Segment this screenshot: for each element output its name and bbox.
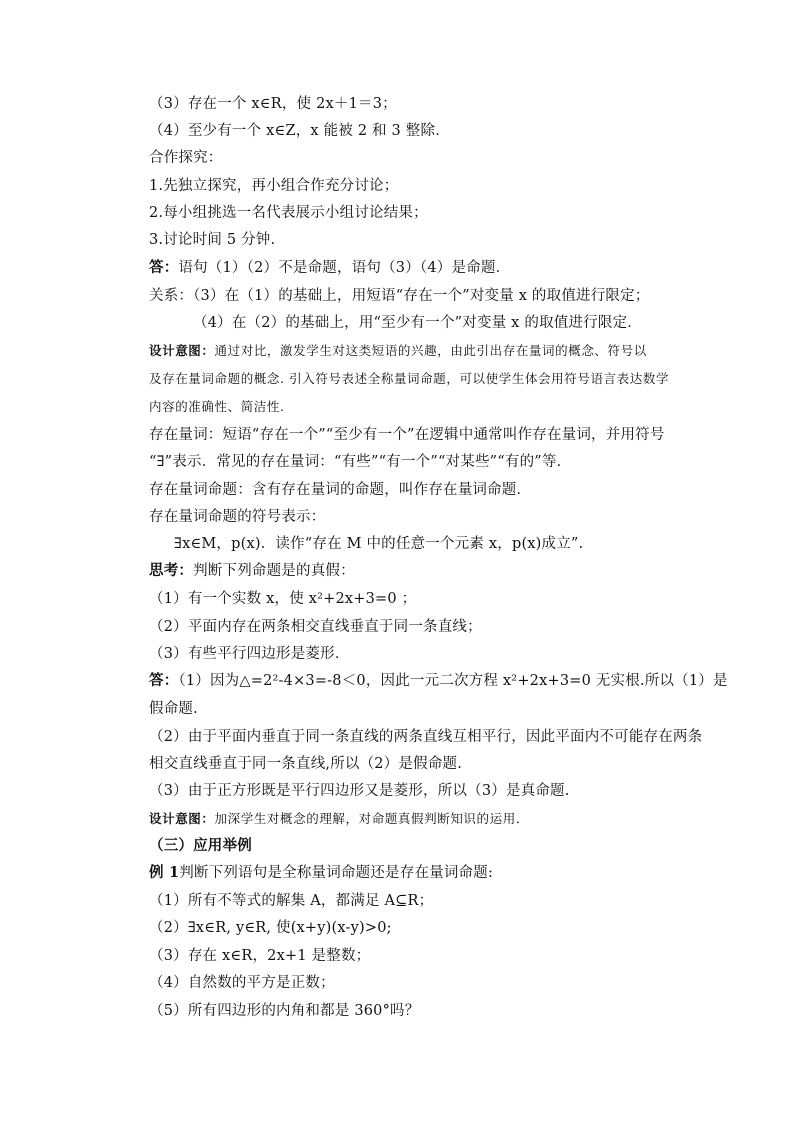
text-line: （3）存在一个 x∈R，使 2x＋1＝3；: [149, 96, 397, 112]
example-label: 例 1: [149, 864, 180, 881]
section-label: 合作探究：: [149, 150, 223, 166]
example-text: 判断下列语句是全称量词命题还是存在量词命题:: [179, 865, 494, 881]
answer-line: [149, 258, 510, 278]
answer-text: （1）因为△=2²-4×3=-8＜0，因此一元二次方程 x²+2x+3=0 无实根.所以（1）是: [178, 673, 728, 689]
text-line: 2.每小组挑选一名代表展示小组讨论结果；: [149, 205, 428, 221]
text-line: 关系：（3）在（1）的基础上，用短语“存在一个”对变量 x 的取值进行限定；: [149, 288, 650, 304]
text-line: 3.讨论时间 5 分钟.: [149, 232, 276, 248]
text-line: 相交直线垂直于同一条直线,所以（2）是假命题.: [149, 756, 463, 772]
text-line: （4）至少有一个 x∈Z，x 能被 2 和 3 整除．: [149, 123, 450, 139]
definition-line: 存在量词命题：含有存在量词的命题，叫作存在量词命题．: [149, 482, 532, 498]
text-line: （1）有一个实数 x，使 x²+2x+3=0 ；: [149, 591, 417, 607]
text-line: （3）有些平行四边形是菱形．: [149, 646, 350, 662]
answer-text: 语句（1）（2）不是命题，语句（3）（4）是命题．: [178, 260, 511, 276]
definition-line: 存在量词：短语“存在一个”“至少有一个”在逻辑中通常叫作存在量词，并用符号: [149, 427, 665, 443]
example-line: [149, 863, 493, 883]
design-intent-text: 加深学生对概念的理解，对命题真假判断知识的运用．: [214, 811, 529, 826]
text-line: （3）由于正方形既是平行四边形又是菱形，所以（3）是真命题.: [149, 783, 570, 799]
answer-line: [149, 671, 728, 691]
design-intent-text: 通过对比，激发学生对这类短语的兴趣，由此引出存在量词的概念、符号以: [214, 343, 647, 358]
list-item: （2）∃x∈R, y∈R, 使(x+y)(x-y)>0;: [149, 920, 392, 936]
text-line: （2）平面内存在两条相交直线垂直于同一条直线；: [149, 619, 482, 635]
think-text: 判断下列命题是的真假：: [193, 563, 355, 579]
design-intent-label: 设计意图：: [149, 811, 215, 826]
design-intent-line: [149, 809, 529, 829]
design-intent-label: 设计意图：: [149, 343, 215, 358]
design-intent-line: 及存在量词命题的概念. 引入符号表述全称量词命题，可以使学生体会用符号语言表达数学: [149, 371, 670, 386]
think-label: 思考：: [149, 562, 194, 579]
text-line: （2）由于平面内垂直于同一条直线的两条直线互相平行，因此平面内不可能存在两条: [149, 729, 703, 745]
formula-line: ∃x∈M，p(x)．读作“存在 M 中的任意一个元素 x，p(x)成立”.: [174, 536, 584, 552]
think-line: [149, 561, 355, 581]
design-intent-line: [149, 341, 647, 361]
list-item: （3）存在 x∈R，2x+1 是整数；: [149, 948, 371, 964]
list-item: （4）自然数的平方是正数；: [149, 975, 335, 991]
list-item: （1）所有不等式的解集 A，都满足 A⊆R；: [149, 893, 434, 909]
answer-label: 答：: [149, 259, 179, 276]
definition-line: “∃”表示．常见的存在量词：“有些”“有一个”“对某些”“有的”等．: [149, 454, 572, 470]
text-line: 存在量词命题的符号表示：: [149, 509, 326, 525]
design-intent-line: 内容的准确性、简洁性.: [149, 399, 285, 414]
text-line: （4）在（2）的基础上，用“至少有一个”对变量 x 的取值进行限定．: [193, 315, 642, 331]
text-line: 1.先独立探究，再小组合作充分讨论；: [149, 178, 399, 194]
text-line: 假命题.: [149, 701, 198, 717]
section-heading: （三）应用举例: [149, 837, 252, 854]
list-item: （5）所有四边形的内角和都是 360°吗？: [149, 1003, 420, 1019]
answer-label: 答：: [149, 672, 179, 689]
